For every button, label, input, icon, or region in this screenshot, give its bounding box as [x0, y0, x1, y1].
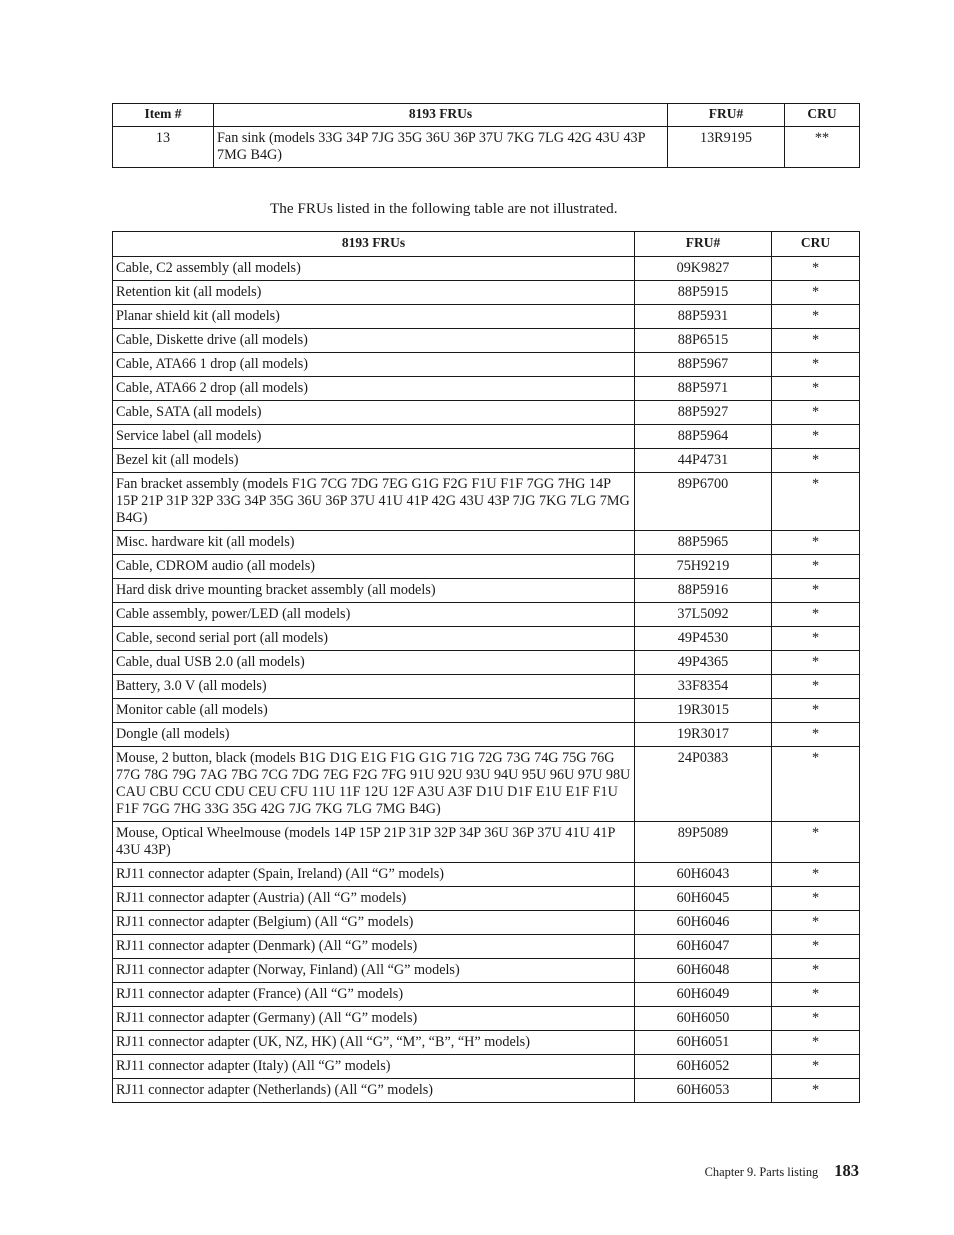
fru-description-cell: RJ11 connector adapter (UK, NZ, HK) (All “G”, “M”, “B”, “H” models)	[113, 1031, 635, 1055]
fan-sink-fru-table	[112, 103, 860, 168]
intro-paragraph: The FRUs listed in the following table are not illustrated.	[270, 200, 618, 217]
table-row	[113, 603, 860, 627]
table-row	[113, 675, 860, 699]
page-footer	[705, 1161, 859, 1181]
cru-cell: *	[772, 329, 860, 353]
fru-description-cell: Service label (all models)	[113, 425, 635, 449]
table-row	[113, 329, 860, 353]
fru-number-cell: 60H6053	[635, 1079, 772, 1103]
table-row	[113, 401, 860, 425]
fru-description-cell: Fan bracket assembly (models F1G 7CG 7DG 7EG G1G F2G F1U F1F 7GG 7HG 14P 15P 21P 31P 32P 33G 34P 35G 36U 36P 37U 41U 41P 42G 43U 43P 7JG 7KG 7LG 7MG B4G)	[113, 473, 635, 531]
cru-cell: *	[772, 959, 860, 983]
table-row	[113, 723, 860, 747]
fru-description-cell: RJ11 connector adapter (France) (All “G” models)	[113, 983, 635, 1007]
fru-number-cell: 60H6043	[635, 863, 772, 887]
cru-cell: *	[772, 1079, 860, 1103]
table-row	[113, 1079, 860, 1103]
fru-description-cell: Battery, 3.0 V (all models)	[113, 675, 635, 699]
table-header-row	[113, 232, 860, 257]
table-row	[113, 531, 860, 555]
fru-number-cell: 89P6700	[635, 473, 772, 531]
cru-cell: *	[772, 651, 860, 675]
table-row	[113, 1055, 860, 1079]
fru-description-cell: Cable assembly, power/LED (all models)	[113, 603, 635, 627]
cru-cell: *	[772, 555, 860, 579]
table-row	[113, 281, 860, 305]
fru-description-cell: RJ11 connector adapter (Spain, Ireland) (All “G” models)	[113, 863, 635, 887]
item-number-cell: 13	[113, 127, 214, 168]
cru-cell: *	[772, 863, 860, 887]
fru-number-cell: 60H6051	[635, 1031, 772, 1055]
fru-description-cell: Misc. hardware kit (all models)	[113, 531, 635, 555]
cru-cell: *	[772, 603, 860, 627]
fru-number-cell: 09K9827	[635, 257, 772, 281]
cru-cell: *	[772, 1031, 860, 1055]
cru-cell: **	[785, 127, 860, 168]
cru-cell: *	[772, 627, 860, 651]
footer-chapter-title: Chapter 9. Parts listing	[704, 1165, 819, 1179]
table-row	[113, 449, 860, 473]
fru-description-cell: Mouse, Optical Wheelmouse (models 14P 15P 21P 31P 32P 34P 36U 36P 37U 41U 41P 43U 43P)	[113, 822, 635, 863]
cru-cell: *	[772, 699, 860, 723]
fru-table-body	[113, 257, 860, 1103]
cru-cell: *	[772, 579, 860, 603]
cru-cell: *	[772, 675, 860, 699]
fru-description-cell: RJ11 connector adapter (Belgium) (All “G” models)	[113, 911, 635, 935]
fru-number-cell: 88P6515	[635, 329, 772, 353]
fru-number-cell: 88P5931	[635, 305, 772, 329]
header-cru: CRU	[772, 232, 860, 257]
table-row	[113, 127, 860, 168]
fru-number-cell: 88P5971	[635, 377, 772, 401]
fru-description-cell: RJ11 connector adapter (Austria) (All “G” models)	[113, 887, 635, 911]
page-number: 183	[834, 1161, 859, 1180]
table-row	[113, 579, 860, 603]
fru-description-cell: Cable, Diskette drive (all models)	[113, 329, 635, 353]
table-row	[113, 473, 860, 531]
fru-description-cell: Dongle (all models)	[113, 723, 635, 747]
cru-cell: *	[772, 473, 860, 531]
fru-number-cell: 37L5092	[635, 603, 772, 627]
cru-cell: *	[772, 887, 860, 911]
fru-description-cell: Cable, C2 assembly (all models)	[113, 257, 635, 281]
non-illustrated-fru-table	[112, 231, 860, 1103]
table-row	[113, 983, 860, 1007]
table-row	[113, 377, 860, 401]
table-row	[113, 747, 860, 822]
fru-number-cell: 60H6048	[635, 959, 772, 983]
fru-number-cell: 19R3015	[635, 699, 772, 723]
table-row	[113, 863, 860, 887]
table-row	[113, 627, 860, 651]
cru-cell: *	[772, 425, 860, 449]
fru-description-cell: RJ11 connector adapter (Denmark) (All “G” models)	[113, 935, 635, 959]
table-row	[113, 353, 860, 377]
cru-cell: *	[772, 911, 860, 935]
cru-cell: *	[772, 1007, 860, 1031]
cru-cell: *	[772, 747, 860, 822]
fru-description-cell: RJ11 connector adapter (Germany) (All “G” models)	[113, 1007, 635, 1031]
fru-number-cell: 88P5965	[635, 531, 772, 555]
table-row	[113, 1007, 860, 1031]
cru-cell: *	[772, 531, 860, 555]
fru-description-cell: Monitor cable (all models)	[113, 699, 635, 723]
fru-number-cell: 88P5967	[635, 353, 772, 377]
cru-cell: *	[772, 449, 860, 473]
header-cru: CRU	[785, 104, 860, 127]
fru-description-cell: Fan sink (models 33G 34P 7JG 35G 36U 36P 37U 7KG 7LG 42G 43U 43P 7MG B4G)	[214, 127, 668, 168]
fru-description-cell: Planar shield kit (all models)	[113, 305, 635, 329]
table-row	[113, 699, 860, 723]
fru-number-cell: 33F8354	[635, 675, 772, 699]
table-row	[113, 257, 860, 281]
header-item-number: Item #	[113, 104, 214, 127]
cru-cell: *	[772, 353, 860, 377]
fru-number-cell: 60H6050	[635, 1007, 772, 1031]
table-row	[113, 935, 860, 959]
fru-description-cell: Cable, ATA66 2 drop (all models)	[113, 377, 635, 401]
table-row	[113, 651, 860, 675]
fru-number-cell: 88P5964	[635, 425, 772, 449]
cru-cell: *	[772, 723, 860, 747]
fru-number-cell: 88P5915	[635, 281, 772, 305]
fru-number-cell: 60H6049	[635, 983, 772, 1007]
table-row	[113, 911, 860, 935]
cru-cell: *	[772, 822, 860, 863]
table-row	[113, 959, 860, 983]
table-row	[113, 887, 860, 911]
fru-number-cell: 44P4731	[635, 449, 772, 473]
cru-cell: *	[772, 935, 860, 959]
fru-number-cell: 13R9195	[668, 127, 785, 168]
fru-number-cell: 60H6045	[635, 887, 772, 911]
fru-number-cell: 60H6046	[635, 911, 772, 935]
header-fru-description: 8193 FRUs	[214, 104, 668, 127]
header-fru-number: FRU#	[635, 232, 772, 257]
table-row	[113, 1031, 860, 1055]
cru-cell: *	[772, 305, 860, 329]
fru-number-cell: 88P5916	[635, 579, 772, 603]
fru-number-cell: 19R3017	[635, 723, 772, 747]
cru-cell: *	[772, 377, 860, 401]
table-header-row	[113, 104, 860, 127]
table-row	[113, 555, 860, 579]
cru-cell: *	[772, 983, 860, 1007]
table-row	[113, 425, 860, 449]
cru-cell: *	[772, 257, 860, 281]
header-fru-description: 8193 FRUs	[113, 232, 635, 257]
table-row	[113, 822, 860, 863]
fru-number-cell: 49P4365	[635, 651, 772, 675]
fru-number-cell: 75H9219	[635, 555, 772, 579]
fru-description-cell: Cable, CDROM audio (all models)	[113, 555, 635, 579]
fru-number-cell: 89P5089	[635, 822, 772, 863]
fru-description-cell: Mouse, 2 button, black (models B1G D1G E1G F1G G1G 71G 72G 73G 74G 75G 76G 77G 78G 79G 7AG 7BG 7CG 7DG 7EG F2G 7FG 91U 92U 93U 94U 95U 96U 97U 98U CAU CBU CCU CDU CEU CFU 11U 11F 12U 12F A3U A3F D1U D1F E1U E1F F1U F1F 7GG 7HG 33G 35G 42G 7JG 7KG 7LG 7MG B4G)	[113, 747, 635, 822]
fru-number-cell: 49P4530	[635, 627, 772, 651]
fru-description-cell: RJ11 connector adapter (Netherlands) (All “G” models)	[113, 1079, 635, 1103]
fru-number-cell: 88P5927	[635, 401, 772, 425]
fru-number-cell: 60H6047	[635, 935, 772, 959]
fru-description-cell: Cable, second serial port (all models)	[113, 627, 635, 651]
table-row	[113, 305, 860, 329]
header-fru-number: FRU#	[668, 104, 785, 127]
fru-description-cell: Retention kit (all models)	[113, 281, 635, 305]
fru-description-cell: Cable, SATA (all models)	[113, 401, 635, 425]
cru-cell: *	[772, 1055, 860, 1079]
cru-cell: *	[772, 401, 860, 425]
fru-number-cell: 60H6052	[635, 1055, 772, 1079]
fru-description-cell: Cable, ATA66 1 drop (all models)	[113, 353, 635, 377]
fru-description-cell: Hard disk drive mounting bracket assembly (all models)	[113, 579, 635, 603]
fru-number-cell: 24P0383	[635, 747, 772, 822]
fru-description-cell: Cable, dual USB 2.0 (all models)	[113, 651, 635, 675]
fru-description-cell: Bezel kit (all models)	[113, 449, 635, 473]
fru-description-cell: RJ11 connector adapter (Norway, Finland) (All “G” models)	[113, 959, 635, 983]
fru-description-cell: RJ11 connector adapter (Italy) (All “G” models)	[113, 1055, 635, 1079]
cru-cell: *	[772, 281, 860, 305]
